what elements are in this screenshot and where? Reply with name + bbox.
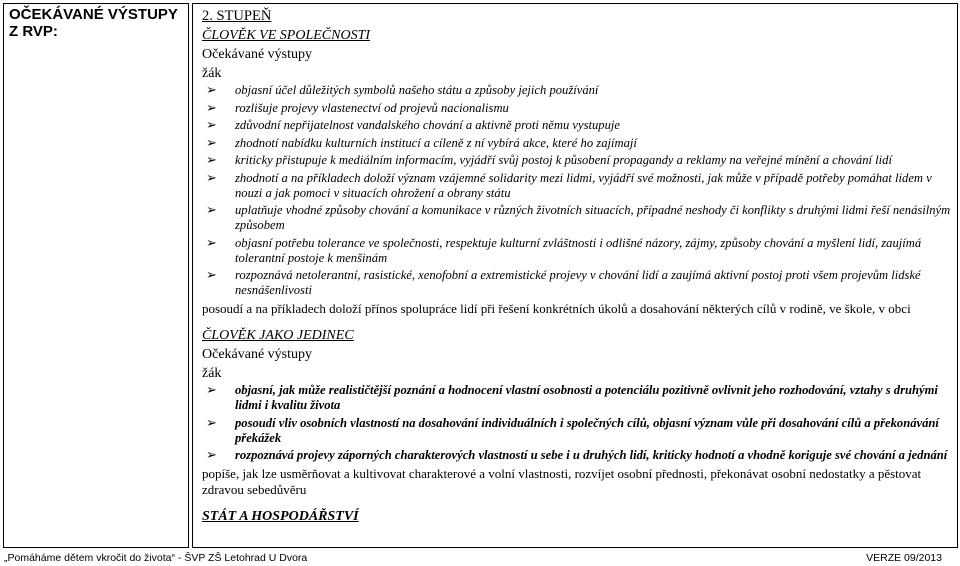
arrow-bullet-icon: ➢	[206, 170, 217, 186]
list-item: ➢ posoudí vliv osobních vlastností na dosahování individuálních i společných cílů, objasní význam vůle při dosahování cílů a překonávání překážek	[206, 415, 939, 445]
arrow-bullet-icon: ➢	[206, 100, 217, 116]
list-item: ➢ uplatňuje vhodné způsoby chování a komunikace v různých životních situacích, případné neshody či konflikty s druhými lidmi řeší nenásilným způsobem	[206, 203, 951, 232]
list-item: ➢ objasní, jak může realističtější poznání a hodnocení vlastní osobnosti a potenciálu pozitivně ovlivnit jeho rozhodování, vztahy s druhými lidmi i kvalitu života	[206, 383, 938, 412]
page-footer	[0, 551, 960, 566]
list-item: ➢ zhodnotí nabídku kulturních institucí a cíleně z ní vybírá akce, které ho zajímají	[206, 135, 637, 151]
arrow-bullet-icon: ➢	[206, 83, 217, 98]
list-item: ➢ objasní potřebu tolerance ve společnosti, respektuje kulturní zvláštnosti i odlišné názory, zájmy, způsoby chování a myšlení lidí, zaujímá tolerantní postoje k menšinám	[206, 235, 922, 265]
section-subheading: Očekávané výstupy	[202, 347, 313, 362]
content-cell	[192, 3, 958, 548]
section-subheading: Očekávané výstupy	[202, 47, 313, 62]
arrow-bullet-icon: ➢	[206, 448, 217, 463]
section-heading-stat: STÁT A HOSPODÁŘSTVÍ	[202, 508, 359, 524]
arrow-bullet-icon: ➢	[206, 118, 217, 133]
left-header-line1: OČEKÁVANÉ VÝSTUPY	[9, 6, 178, 23]
outcomes-list-spolecnost	[202, 83, 951, 298]
left-header-cell	[3, 3, 189, 548]
section-heading-spolecnost: ČLOVĚK VE SPOLEČNOSTI	[202, 28, 371, 43]
footer-version: VERZE 09/2013	[866, 552, 942, 564]
arrow-bullet-icon: ➢	[206, 383, 217, 398]
outcomes-list-jedinec	[202, 383, 951, 463]
arrow-bullet-icon: ➢	[206, 135, 217, 151]
arrow-bullet-icon: ➢	[206, 203, 217, 218]
section-heading-jedinec: ČLOVĚK JAKO JEDINEC	[202, 328, 354, 343]
stage-heading: 2. STUPEŇ	[202, 8, 272, 24]
list-item: ➢ zhodnotí a na příkladech doloží význam vzájemné solidarity mezi lidmi, vyjádří své možnosti, jak může v případě potřeby pomáhat lidem v nouzi a jak pomoci v situacích ohrožení a obrany státu	[206, 170, 932, 200]
list-item: ➢ rozpoznává projevy záporných charakterových vlastností u sebe i u druhých lidí, kriticky hodnotí a vhodně koriguje své chování a jednání	[206, 448, 948, 463]
list-item: ➢ rozpoznává netolerantní, rasistické, xenofobní a extremistické projevy v chování lidí a zaujímá aktivní postoj proti všem projevům lidské nesnášenlivosti	[206, 268, 921, 297]
section-subject: žák	[202, 66, 222, 81]
closing-outcome: popíše, jak lze usměrňovat a kultivovat charakterové a volní vlastnosti, rozvíjet osobní přednosti, překonávat osobní nedostatky a pěstovat zdravou sebedůvěru	[202, 465, 922, 497]
footer-title: „Pomáháme dětem vkročit do života“ - ŠVP ZŠ Letohrad U Dvora	[4, 552, 308, 564]
arrow-bullet-icon: ➢	[206, 268, 217, 283]
list-item: ➢ zdůvodní nepřijatelnost vandalského chování a aktivně proti němu vystupuje	[206, 118, 620, 133]
arrow-bullet-icon: ➢	[206, 153, 217, 168]
list-item: ➢ kriticky přistupuje k mediálním informacím, vyjádří svůj postoj k působení propagandy a reklamy na veřejné mínění a chování lidí	[206, 153, 892, 168]
closing-outcome: posoudí a na příkladech doloží přínos spolupráce lidí při řešení konkrétních úkolů a dosahování některých cílů v rodině, ve škole, v obci	[202, 300, 911, 316]
list-item: ➢ objasní účel důležitých symbolů našeho státu a způsoby jejich používání	[206, 83, 599, 98]
arrow-bullet-icon: ➢	[206, 235, 217, 251]
section-subject: žák	[202, 366, 222, 381]
left-header-line2: Z RVP:	[9, 23, 58, 40]
list-item: ➢ rozlišuje projevy vlastenectví od projevů nacionalismu	[206, 100, 509, 116]
arrow-bullet-icon: ➢	[206, 415, 217, 431]
